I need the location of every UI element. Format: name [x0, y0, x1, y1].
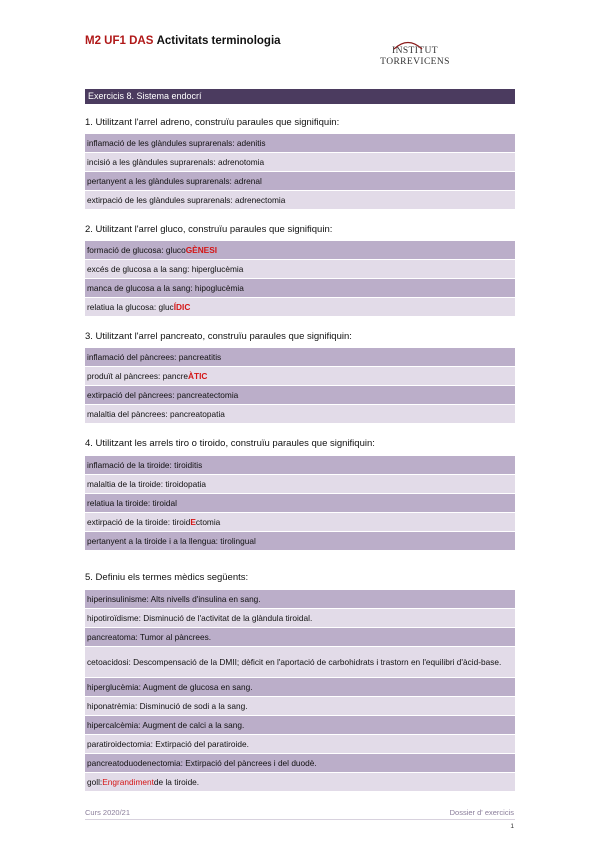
answer-row: extirpació de la tiroide: tiroid E ctomia [85, 513, 515, 531]
document-title: Activitats terminologia [156, 35, 281, 47]
answer-row: manca de glucosa a la sang: hipoglucèmia [85, 279, 515, 297]
answer-row: extirpació del pàncrees: pancreatectomia [85, 386, 515, 404]
answer-row: hiperglucèmia: Augment de glucosa en sang. [85, 678, 515, 696]
answer-row: cetoacidosi: Descompensació de la DMII; dèficit en l'aportació de carbohidrats i trastorn en l'equilibri d'àcid-base. [85, 647, 515, 677]
answer-row: relatiua la glucosa: gluc ÍDIC [85, 298, 515, 316]
document-header [85, 35, 281, 47]
answer-row: pertanyent a la tiroide i a la llengua: tirolingual [85, 532, 515, 550]
footer-divider [85, 819, 515, 820]
logo-line-2: TORREVICENS [380, 57, 450, 67]
answer-row: pancreatoma: Tumor al pàncrees. [85, 628, 515, 646]
module-code: M2 UF1 DAS [85, 35, 154, 47]
answer-row: formació de glucosa: gluco GÈNESI [85, 241, 515, 259]
logo-arc-icon [388, 38, 428, 50]
answer-row: pancreatoduodenectomia: Extirpació del pàncrees i del duodè. [85, 754, 515, 772]
answer-row: extirpació de les glàndules suprarenals: adrenectomia [85, 191, 515, 209]
page-number: 1 [510, 823, 514, 830]
answer-row: paratiroidectomia: Extirpació del paratiroide. [85, 735, 515, 753]
answer-row: hipercalcèmia: Augment de calci a la sang. [85, 716, 515, 734]
question-2-title: 2. Utilitzant l'arrel gluco, construïu paraules que signifiquin: [85, 224, 333, 235]
answer-row: hiperinsulinisme: Alts nivells d'insulina en sang. [85, 590, 515, 608]
answer-row: hiponatrèmia: Disminució de sodi a la sang. [85, 697, 515, 715]
logo-line-1: INSTITUT [392, 46, 438, 56]
institute-logo [380, 38, 450, 78]
footer-dossier: Dossier d' exercicis [449, 808, 514, 817]
answer-row: produït al pàncrees: pancre ÀTIC [85, 367, 515, 385]
answer-row: inflamació del pàncrees: pancreatitis [85, 348, 515, 366]
answer-row: malaltia de la tiroide: tiroidopatia [85, 475, 515, 493]
answer-row: hipotiroïdisme: Disminució de l'activitat de la glàndula tiroidal. [85, 609, 515, 627]
answer-row: inflamació de la tiroide: tiroiditis [85, 456, 515, 474]
answer-row: inflamació de les glàndules suprarenals: adenitis [85, 134, 515, 152]
answer-row: pertanyent a les glàndules suprarenals: adrenal [85, 172, 515, 190]
question-5-title: 5. Definiu els termes mèdics següents: [85, 572, 249, 583]
answer-row: malaltia del pàncrees: pancreatopatia [85, 405, 515, 423]
answer-row: goll: Engrandiment de la tiroide. [85, 773, 515, 791]
question-4-title: 4. Utilitzant les arrels tiro o tiroido, construïu paraules que signifiquin: [85, 438, 375, 449]
question-1-title: 1. Utilitzant l'arrel adreno, construïu paraules que signifiquin: [85, 117, 340, 128]
section-title: Exercicis 8. Sistema endocrí [85, 89, 515, 104]
footer-course: Curs 2020/21 [85, 808, 131, 817]
answer-row: excés de glucosa a la sang: hiperglucèmia [85, 260, 515, 278]
answer-row: incisió a les glàndules suprarenals: adrenotomia [85, 153, 515, 171]
question-3-title: 3. Utilitzant l'arrel pancreato, construïu paraules que signifiquin: [85, 331, 352, 342]
answer-row: relatiua la tiroide: tiroidal [85, 494, 515, 512]
